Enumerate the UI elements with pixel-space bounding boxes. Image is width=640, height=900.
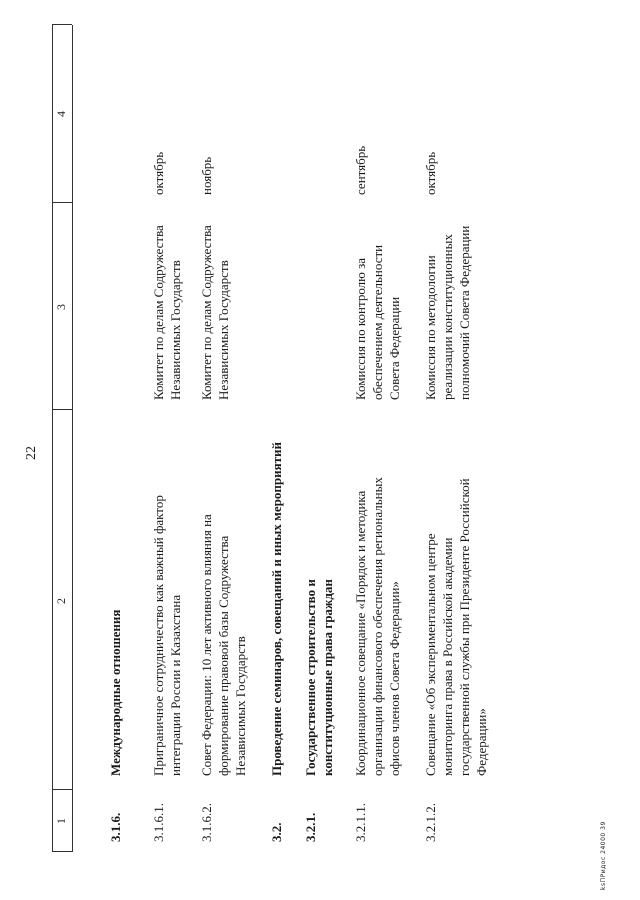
event-title: Приграничное сотрудничество как важный фактор интеграции России и Казахстана	[151, 495, 183, 776]
event-term: октябрь	[151, 151, 166, 195]
table-rule	[52, 409, 72, 410]
row-code: 3.2.1.	[303, 812, 318, 842]
row-code: 3.1.6.	[108, 812, 123, 842]
table-rule	[52, 851, 72, 852]
row-code: 3.1.6.1.	[151, 803, 166, 842]
table-header-top-rule	[52, 25, 53, 852]
section-heading: Государственное строительство и конституционные права граждан	[303, 579, 335, 776]
responsible-body: Комиссия по контролю за обеспечением деятельности Совета Федерации	[353, 244, 402, 400]
column-number: 1	[54, 818, 68, 824]
row-code: 3.2.1.2.	[423, 803, 438, 842]
event-term: октябрь	[423, 151, 438, 195]
table-rule	[52, 789, 72, 790]
responsible-body: Комитет по делам Содружества Независимых Государств	[151, 225, 183, 400]
event-term: ноябрь	[199, 156, 214, 195]
event-title: Совещание «Об экспериментальном центре мониторинга права в Российской академии государственной службы при Президенте Российской Федерации»	[423, 478, 489, 776]
footer-stamp: ksПРидос 24000 39	[600, 821, 607, 890]
table-header-bottom-rule	[72, 25, 73, 852]
row-code: 3.2.	[269, 822, 284, 842]
page-number: 22	[24, 446, 39, 460]
row-code: 3.1.6.2.	[199, 803, 214, 842]
event-term: сентябрь	[353, 145, 368, 195]
column-number: 4	[54, 111, 68, 117]
table-rule	[52, 24, 72, 25]
table-rule	[52, 202, 72, 203]
column-number: 3	[54, 304, 68, 310]
event-title: Совет Федерации: 10 лет активного влияния на формирование правовой базы Содружества Независимых Государств	[199, 514, 248, 776]
responsible-body: Комиссия по методологии реализации конституционных полномочий Совета Федерации	[423, 225, 472, 400]
column-number: 2	[54, 598, 68, 604]
event-title: Координационное совещание «Порядок и методика организации финансового обеспечения региональных офисов членов Совета Федерации»	[353, 477, 402, 776]
section-heading: Международные отношения	[108, 609, 123, 776]
row-code: 3.2.1.1.	[353, 803, 368, 842]
responsible-body: Комитет по делам Содружества Независимых Государств	[199, 225, 231, 400]
section-heading: Проведение семинаров, совещаний и иных мероприятий	[269, 442, 284, 776]
